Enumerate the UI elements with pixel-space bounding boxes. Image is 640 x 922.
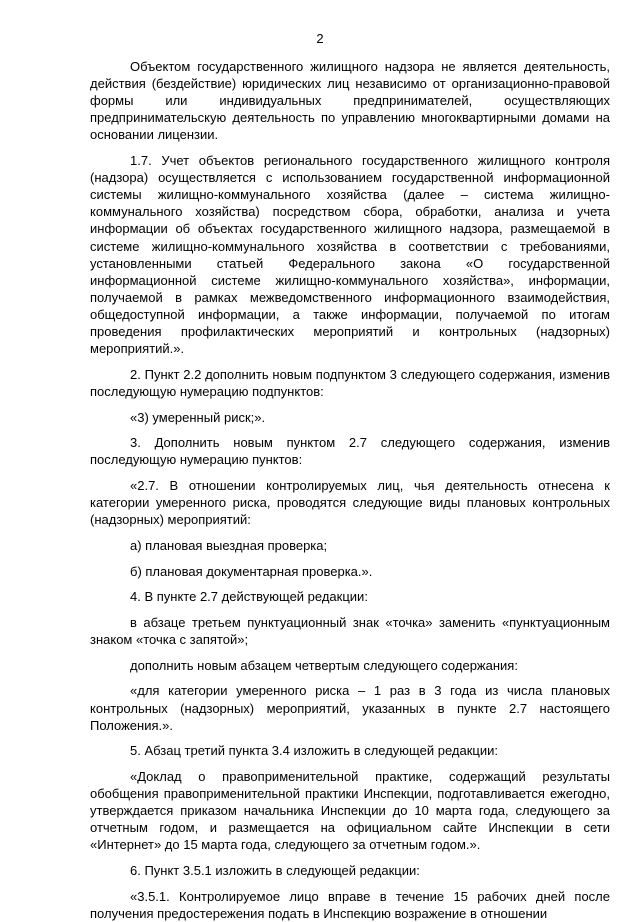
paragraph-2: 1.7. Учет объектов регионального государственного жилищного контроля (надзора) осуществляется с использованием государственной информационной системы жилищно-коммунального хозяйства (далее – система жилищно-коммунального хозяйства) посредством сбора, обработки, анализа и учета информации об объектах государственного жилищного надзора, размещаемой в системе жилищно-коммунального хозяйства в соответствии с требованиями, установленными статьей Федерального закона «О государственной информационной системе жилищно-коммунального хозяйства», информации, получаемой в рамках межведомственного информационного взаимодействия, общедоступной информации, а также информации, получаемой по итогам проведения профилактических мероприятий и контрольных (надзорных) мероприятий.». xyxy=(90,153,610,357)
paragraph-12: «для категории умеренного риска – 1 раз в 3 года из числа плановых контрольных (надзорных) мероприятий, указанных в пункте 2.7 настоящего Положения.». xyxy=(90,683,610,733)
paragraph-15: 6. Пункт 3.5.1 изложить в следующей редакции: xyxy=(130,863,420,879)
paragraph-8: б) плановая документарная проверка.». xyxy=(130,563,373,579)
paragraph-4: «3) умеренный риск;». xyxy=(130,409,266,425)
paragraph-6: «2.7. В отношении контролируемых лиц, чья деятельность отнесена к категории умеренного риска, проводятся следующие виды плановых контрольных (надзорных) мероприятий: xyxy=(90,478,610,528)
paragraph-7: а) плановая выездная проверка; xyxy=(130,537,328,553)
paragraph-13: 5. Абзац третий пункта 3.4 изложить в следующей редакции: xyxy=(130,743,498,759)
paragraph-10: в абзаце третьем пунктуационный знак «точка» заменить «пунктуационным знаком «точка с запятой»; xyxy=(90,614,610,648)
paragraph-9: 4. В пункте 2.7 действующей редакции: xyxy=(130,589,368,605)
document-body xyxy=(90,58,610,922)
paragraph-11: дополнить новым абзацем четвертым следующего содержания: xyxy=(130,657,518,673)
paragraph-3: 2. Пункт 2.2 дополнить новым подпунктом 3 следующего содержания, изменив последующую нумерацию подпунктов: xyxy=(90,366,610,399)
paragraph-1: Объектом государственного жилищного надзора не является деятельность, действия (бездействие) юридических лиц независимо от организационно-правовой формы или индивидуальных предпринимателей, осуществляющих предпринимательскую деятельность по управлению многоквартирными домами на основании лицензии. xyxy=(90,59,610,143)
page-number: 2 xyxy=(316,31,324,46)
paragraph-16: «3.5.1. Контролируемое лицо вправе в течение 15 рабочих дней после получения предостережения подать в Инспекцию возражение в отношении xyxy=(90,888,610,921)
paragraph-5: 3. Дополнить новым пунктом 2.7 следующего содержания, изменив последующую нумерацию пунктов: xyxy=(90,435,610,468)
paragraph-14: «Доклад о правоприменительной практике, содержащий результаты обобщения правоприменительной практики Инспекции, подготавливается ежегодно, утверждается приказом начальника Инспекции до 10 марта года, следующего за отчетным годом, и размещается на официальном сайте Инспекции в сети «Интернет» до 15 марта года, следующего за отчетным годом.». xyxy=(90,769,610,853)
